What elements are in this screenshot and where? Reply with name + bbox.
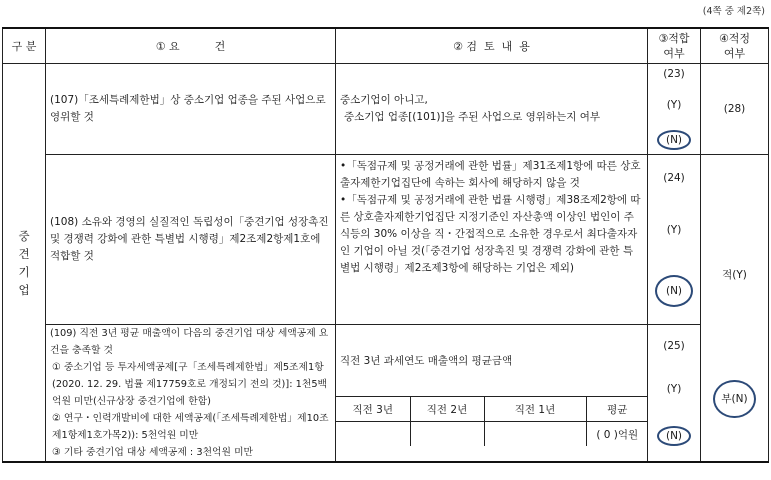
sales-header-3y: 직전 3년: [336, 397, 410, 422]
fit-no-109-circled[interactable]: (N): [657, 426, 691, 446]
review-108-item1: •「독점규제 및 공정거래에 관한 법률」제31조제1항에 따른 상호출자제한기업집단에 속하는 회사에 해당하지 않을 것: [340, 160, 641, 189]
sales-value-row: [336, 422, 648, 447]
page-info: (4쪽 중 제2쪽): [702, 6, 765, 17]
header-fit-line1: ③적합: [658, 32, 690, 45]
proper-109-circled[interactable]: 부(N): [713, 380, 755, 418]
header-fit: [648, 28, 701, 64]
row-107: [3, 64, 769, 155]
sales-value-1y[interactable]: [484, 422, 586, 447]
fit-yes-109[interactable]: (Y): [666, 383, 682, 395]
row-108: [3, 155, 769, 325]
proper-107: (28): [701, 64, 769, 155]
requirement-109-item1: ① 중소기업 등 투자세액공제[구「조세특례제한법」제5조제1항(2020. 12. 29. 법률 제17759호로 개정되기 전의 것)]: 1천5백억원 미만(신규상장 중견기업에 한함): [52, 362, 328, 407]
requirement-109-item3: ③ 기타 중견기업 대상 세액공제 : 3천억원 미만: [52, 447, 253, 458]
sales-value-3y[interactable]: [336, 422, 410, 447]
review-109-text: 직전 3년 과세연도 매출액의 평균금액: [340, 355, 513, 367]
review-107: [336, 64, 648, 155]
review-107-line1: 중소기업이 아니고,: [340, 94, 428, 106]
requirement-108: (108) 소유와 경영의 실질적인 독립성이「중견기업 성장촉진 및 경쟁력 강화에 관한 특별법 시행령」제2조제2항제1호에 적합할 것: [46, 155, 336, 325]
review-108: [336, 155, 648, 325]
fit-no-108-circled[interactable]: (N): [655, 275, 693, 307]
proper-108-109-cell: [701, 155, 769, 463]
fit-yes-108[interactable]: (Y): [666, 223, 682, 236]
header-row: [3, 28, 769, 64]
fit-107: [648, 64, 701, 155]
header-proper-line1: ④적정: [718, 32, 751, 45]
header-category: 구 분: [3, 28, 46, 64]
sales-header-1y: 직전 1년: [484, 397, 586, 422]
requirement-107: (107)「조세특례제한법」상 중소기업 업종을 주된 사업으로 영위할 것: [46, 64, 336, 155]
sales-header-avg: 평균: [586, 397, 648, 422]
review-form-table: [2, 27, 769, 463]
fit-no-107-circled[interactable]: (N): [657, 130, 691, 150]
review-107-line2: 중소기업 업종[(101)]을 주된 사업으로 영위하는지 여부: [344, 111, 600, 123]
sales-header-2y: 직전 2년: [410, 397, 484, 422]
requirement-109-item2: ② 연구・인력개발비에 대한 세액공제(「조세특례제한법」제10조제1항제1호가목2)): 5천억원 미만: [52, 413, 329, 441]
fit-109: [648, 325, 701, 463]
sales-value-avg[interactable]: ( 0 )억원: [586, 422, 648, 447]
fit-number-108: (24): [663, 172, 685, 184]
review-109: [336, 325, 648, 463]
proper-108: 적(Y): [722, 268, 747, 281]
category-char: 업: [18, 282, 30, 297]
category-char: 견: [18, 246, 30, 261]
header-proper-line2: 여부: [723, 47, 746, 60]
category-char: 기: [18, 264, 30, 279]
requirement-109: [46, 325, 336, 463]
sales-value-2y[interactable]: [410, 422, 484, 447]
requirement-109-intro: (109) 직전 3년 평균 매출액이 다음의 중견기업 대상 세액공제 요건을 충족할 것: [50, 328, 329, 356]
header-fit-line2: 여부: [663, 47, 685, 60]
header-proper: [701, 28, 769, 64]
header-requirement: ① 요 건: [46, 28, 336, 64]
category-cell: [3, 64, 46, 463]
sales-header-row: [336, 397, 648, 422]
review-108-item2: •「독점규제 및 공정거래에 관한 법률 시행령」제38조제2항에 따른 상호출자제한기업집단 지정기준인 자산총액 이상인 법인이 주식등의 30% 이상을 직・간접적으로 소유한 경우로서 최다출자자인 기업이 아닐 것(「중견기업 성장촉진 및 경쟁력 강화에 관한 특별법 시행령」제2조제3항에 해당하는 기업은 제외): [340, 194, 641, 274]
fit-108: [648, 155, 701, 325]
fit-number-107: (23): [663, 68, 685, 80]
fit-number-109: (25): [663, 340, 685, 352]
row-109: [3, 325, 769, 463]
sales-average-table: [336, 396, 648, 446]
category-char: 중: [18, 228, 30, 243]
fit-yes-107[interactable]: (Y): [666, 99, 682, 111]
header-review: ② 검 토 내 용: [336, 28, 648, 64]
